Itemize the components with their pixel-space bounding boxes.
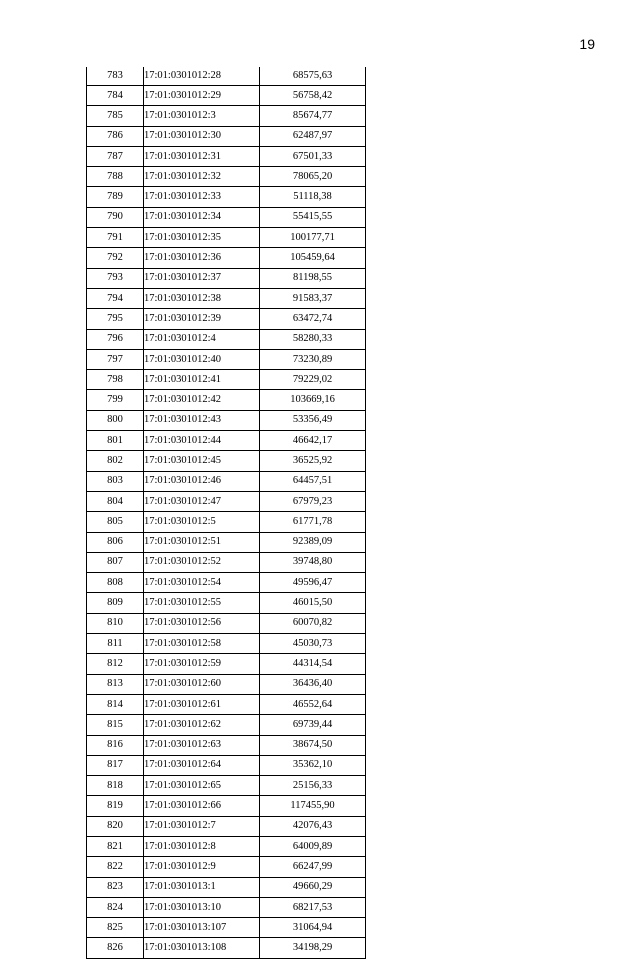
cadastral-number-cell: 17:01:0301012:41 <box>144 370 260 390</box>
row-number-cell: 794 <box>87 288 144 308</box>
cadastral-value-cell: 100177,71 <box>260 228 366 248</box>
table-row <box>87 938 366 958</box>
cadastral-number-cell: 17:01:0301012:36 <box>144 248 260 268</box>
cadastral-value-cell: 31064,94 <box>260 918 366 938</box>
cadastral-value-cell: 68575,63 <box>260 67 366 86</box>
table-row <box>87 431 366 451</box>
table-row <box>87 309 366 329</box>
table-row <box>87 715 366 735</box>
table-row <box>87 593 366 613</box>
table-row <box>87 512 366 532</box>
cadastral-value-cell: 46015,50 <box>260 593 366 613</box>
row-number-cell: 787 <box>87 146 144 166</box>
cadastral-number-cell: 17:01:0301012:58 <box>144 634 260 654</box>
cadastral-value-cell: 49660,29 <box>260 877 366 897</box>
cadastral-value-cell: 64009,89 <box>260 836 366 856</box>
table-row <box>87 106 366 126</box>
table-row <box>87 816 366 836</box>
cadastral-number-cell: 17:01:0301012:47 <box>144 491 260 511</box>
row-number-cell: 786 <box>87 126 144 146</box>
cadastral-number-cell: 17:01:0301012:40 <box>144 349 260 369</box>
cadastral-number-cell: 17:01:0301012:37 <box>144 268 260 288</box>
table-row <box>87 573 366 593</box>
cadastral-value-cell: 46552,64 <box>260 694 366 714</box>
table-row <box>87 897 366 917</box>
row-number-cell: 799 <box>87 390 144 410</box>
cadastral-number-cell: 17:01:0301012:45 <box>144 451 260 471</box>
table-row <box>87 187 366 207</box>
cadastral-value-cell: 46642,17 <box>260 431 366 451</box>
cadastral-value-cell: 81198,55 <box>260 268 366 288</box>
cadastral-number-cell: 17:01:0301012:64 <box>144 755 260 775</box>
cadastral-number-cell: 17:01:0301012:9 <box>144 857 260 877</box>
cadastral-value-cell: 78065,20 <box>260 167 366 187</box>
row-number-cell: 812 <box>87 654 144 674</box>
cadastral-value-table <box>86 67 366 959</box>
cadastral-number-cell: 17:01:0301013:107 <box>144 918 260 938</box>
cadastral-value-cell: 63472,74 <box>260 309 366 329</box>
cadastral-number-cell: 17:01:0301012:35 <box>144 228 260 248</box>
cadastral-number-cell: 17:01:0301012:7 <box>144 816 260 836</box>
cadastral-number-cell: 17:01:0301012:52 <box>144 552 260 572</box>
table-row <box>87 918 366 938</box>
cadastral-value-cell: 25156,33 <box>260 776 366 796</box>
cadastral-value-cell: 69739,44 <box>260 715 366 735</box>
table-row <box>87 167 366 187</box>
cadastral-number-cell: 17:01:0301012:46 <box>144 471 260 491</box>
cadastral-number-cell: 17:01:0301012:42 <box>144 390 260 410</box>
row-number-cell: 810 <box>87 613 144 633</box>
cadastral-number-cell: 17:01:0301012:55 <box>144 593 260 613</box>
cadastral-number-cell: 17:01:0301012:43 <box>144 410 260 430</box>
cadastral-number-cell: 17:01:0301012:4 <box>144 329 260 349</box>
cadastral-number-cell: 17:01:0301012:54 <box>144 573 260 593</box>
table-row <box>87 491 366 511</box>
row-number-cell: 793 <box>87 268 144 288</box>
cadastral-value-cell: 64457,51 <box>260 471 366 491</box>
cadastral-value-cell: 45030,73 <box>260 634 366 654</box>
cadastral-value-cell: 34198,29 <box>260 938 366 958</box>
cadastral-number-cell: 17:01:0301012:60 <box>144 674 260 694</box>
row-number-cell: 820 <box>87 816 144 836</box>
cadastral-number-cell: 17:01:0301012:59 <box>144 654 260 674</box>
row-number-cell: 822 <box>87 857 144 877</box>
cadastral-value-cell: 91583,37 <box>260 288 366 308</box>
table-row <box>87 796 366 816</box>
row-number-cell: 796 <box>87 329 144 349</box>
row-number-cell: 788 <box>87 167 144 187</box>
row-number-cell: 784 <box>87 86 144 106</box>
table-row <box>87 634 366 654</box>
table-row <box>87 86 366 106</box>
cadastral-value-cell: 68217,53 <box>260 897 366 917</box>
table-row <box>87 735 366 755</box>
cadastral-value-cell: 42076,43 <box>260 816 366 836</box>
row-number-cell: 818 <box>87 776 144 796</box>
row-number-cell: 813 <box>87 674 144 694</box>
cadastral-number-cell: 17:01:0301012:3 <box>144 106 260 126</box>
cadastral-number-cell: 17:01:0301012:28 <box>144 67 260 86</box>
table-row <box>87 268 366 288</box>
table-row <box>87 552 366 572</box>
cadastral-number-cell: 17:01:0301012:5 <box>144 512 260 532</box>
table-row <box>87 329 366 349</box>
row-number-cell: 817 <box>87 755 144 775</box>
row-number-cell: 801 <box>87 431 144 451</box>
row-number-cell: 795 <box>87 309 144 329</box>
row-number-cell: 826 <box>87 938 144 958</box>
table-row <box>87 694 366 714</box>
cadastral-value-cell: 79229,02 <box>260 370 366 390</box>
table-row <box>87 349 366 369</box>
row-number-cell: 803 <box>87 471 144 491</box>
cadastral-number-cell: 17:01:0301012:38 <box>144 288 260 308</box>
table-row <box>87 836 366 856</box>
cadastral-number-cell: 17:01:0301012:8 <box>144 836 260 856</box>
table-row <box>87 228 366 248</box>
cadastral-value-cell: 49596,47 <box>260 573 366 593</box>
cadastral-number-cell: 17:01:0301012:63 <box>144 735 260 755</box>
page-number: 19 <box>579 36 595 52</box>
table-row <box>87 674 366 694</box>
row-number-cell: 791 <box>87 228 144 248</box>
cadastral-value-cell: 53356,49 <box>260 410 366 430</box>
row-number-cell: 800 <box>87 410 144 430</box>
table-row <box>87 471 366 491</box>
table-row <box>87 776 366 796</box>
cadastral-number-cell: 17:01:0301012:61 <box>144 694 260 714</box>
table-row <box>87 207 366 227</box>
row-number-cell: 815 <box>87 715 144 735</box>
cadastral-number-cell: 17:01:0301012:51 <box>144 532 260 552</box>
cadastral-number-cell: 17:01:0301012:29 <box>144 86 260 106</box>
table-row <box>87 451 366 471</box>
cadastral-value-cell: 44314,54 <box>260 654 366 674</box>
cadastral-value-cell: 62487,97 <box>260 126 366 146</box>
cadastral-value-cell: 73230,89 <box>260 349 366 369</box>
cadastral-value-cell: 51118,38 <box>260 187 366 207</box>
cadastral-number-cell: 17:01:0301012:39 <box>144 309 260 329</box>
table-row <box>87 410 366 430</box>
row-number-cell: 797 <box>87 349 144 369</box>
row-number-cell: 798 <box>87 370 144 390</box>
row-number-cell: 816 <box>87 735 144 755</box>
cadastral-value-cell: 67979,23 <box>260 491 366 511</box>
row-number-cell: 814 <box>87 694 144 714</box>
cadastral-number-cell: 17:01:0301012:31 <box>144 146 260 166</box>
row-number-cell: 809 <box>87 593 144 613</box>
table-row <box>87 390 366 410</box>
cadastral-value-cell: 67501,33 <box>260 146 366 166</box>
cadastral-number-cell: 17:01:0301012:33 <box>144 187 260 207</box>
table-row <box>87 248 366 268</box>
row-number-cell: 811 <box>87 634 144 654</box>
cadastral-number-cell: 17:01:0301012:30 <box>144 126 260 146</box>
cadastral-value-cell: 39748,80 <box>260 552 366 572</box>
cadastral-number-cell: 17:01:0301012:44 <box>144 431 260 451</box>
cadastral-number-cell: 17:01:0301012:62 <box>144 715 260 735</box>
table-row <box>87 613 366 633</box>
row-number-cell: 805 <box>87 512 144 532</box>
row-number-cell: 821 <box>87 836 144 856</box>
cadastral-value-cell: 85674,77 <box>260 106 366 126</box>
table-row <box>87 755 366 775</box>
row-number-cell: 789 <box>87 187 144 207</box>
cadastral-number-cell: 17:01:0301013:108 <box>144 938 260 958</box>
cadastral-value-cell: 36525,92 <box>260 451 366 471</box>
cadastral-value-cell: 35362,10 <box>260 755 366 775</box>
cadastral-number-cell: 17:01:0301012:66 <box>144 796 260 816</box>
row-number-cell: 823 <box>87 877 144 897</box>
row-number-cell: 802 <box>87 451 144 471</box>
table-row <box>87 857 366 877</box>
cadastral-value-cell: 103669,16 <box>260 390 366 410</box>
table-row <box>87 67 366 86</box>
cadastral-value-cell: 38674,50 <box>260 735 366 755</box>
table-row <box>87 877 366 897</box>
cadastral-value-cell: 36436,40 <box>260 674 366 694</box>
cadastral-value-cell: 105459,64 <box>260 248 366 268</box>
cadastral-number-cell: 17:01:0301012:65 <box>144 776 260 796</box>
row-number-cell: 819 <box>87 796 144 816</box>
row-number-cell: 808 <box>87 573 144 593</box>
table-body <box>87 67 366 958</box>
table-row <box>87 288 366 308</box>
cadastral-number-cell: 17:01:0301012:34 <box>144 207 260 227</box>
cadastral-value-cell: 58280,33 <box>260 329 366 349</box>
row-number-cell: 792 <box>87 248 144 268</box>
row-number-cell: 790 <box>87 207 144 227</box>
row-number-cell: 824 <box>87 897 144 917</box>
row-number-cell: 807 <box>87 552 144 572</box>
row-number-cell: 785 <box>87 106 144 126</box>
table-row <box>87 370 366 390</box>
cadastral-value-cell: 61771,78 <box>260 512 366 532</box>
table-row <box>87 146 366 166</box>
cadastral-value-cell: 55415,55 <box>260 207 366 227</box>
table-row <box>87 126 366 146</box>
row-number-cell: 804 <box>87 491 144 511</box>
cadastral-number-cell: 17:01:0301012:32 <box>144 167 260 187</box>
cadastral-number-cell: 17:01:0301012:56 <box>144 613 260 633</box>
row-number-cell: 806 <box>87 532 144 552</box>
row-number-cell: 825 <box>87 918 144 938</box>
cadastral-value-cell: 60070,82 <box>260 613 366 633</box>
cadastral-number-cell: 17:01:0301013:1 <box>144 877 260 897</box>
cadastral-number-cell: 17:01:0301013:10 <box>144 897 260 917</box>
table-row <box>87 532 366 552</box>
cadastral-value-cell: 66247,99 <box>260 857 366 877</box>
row-number-cell: 783 <box>87 67 144 86</box>
cadastral-value-cell: 92389,09 <box>260 532 366 552</box>
cadastral-value-cell: 56758,42 <box>260 86 366 106</box>
cadastral-value-cell: 117455,90 <box>260 796 366 816</box>
table-row <box>87 654 366 674</box>
